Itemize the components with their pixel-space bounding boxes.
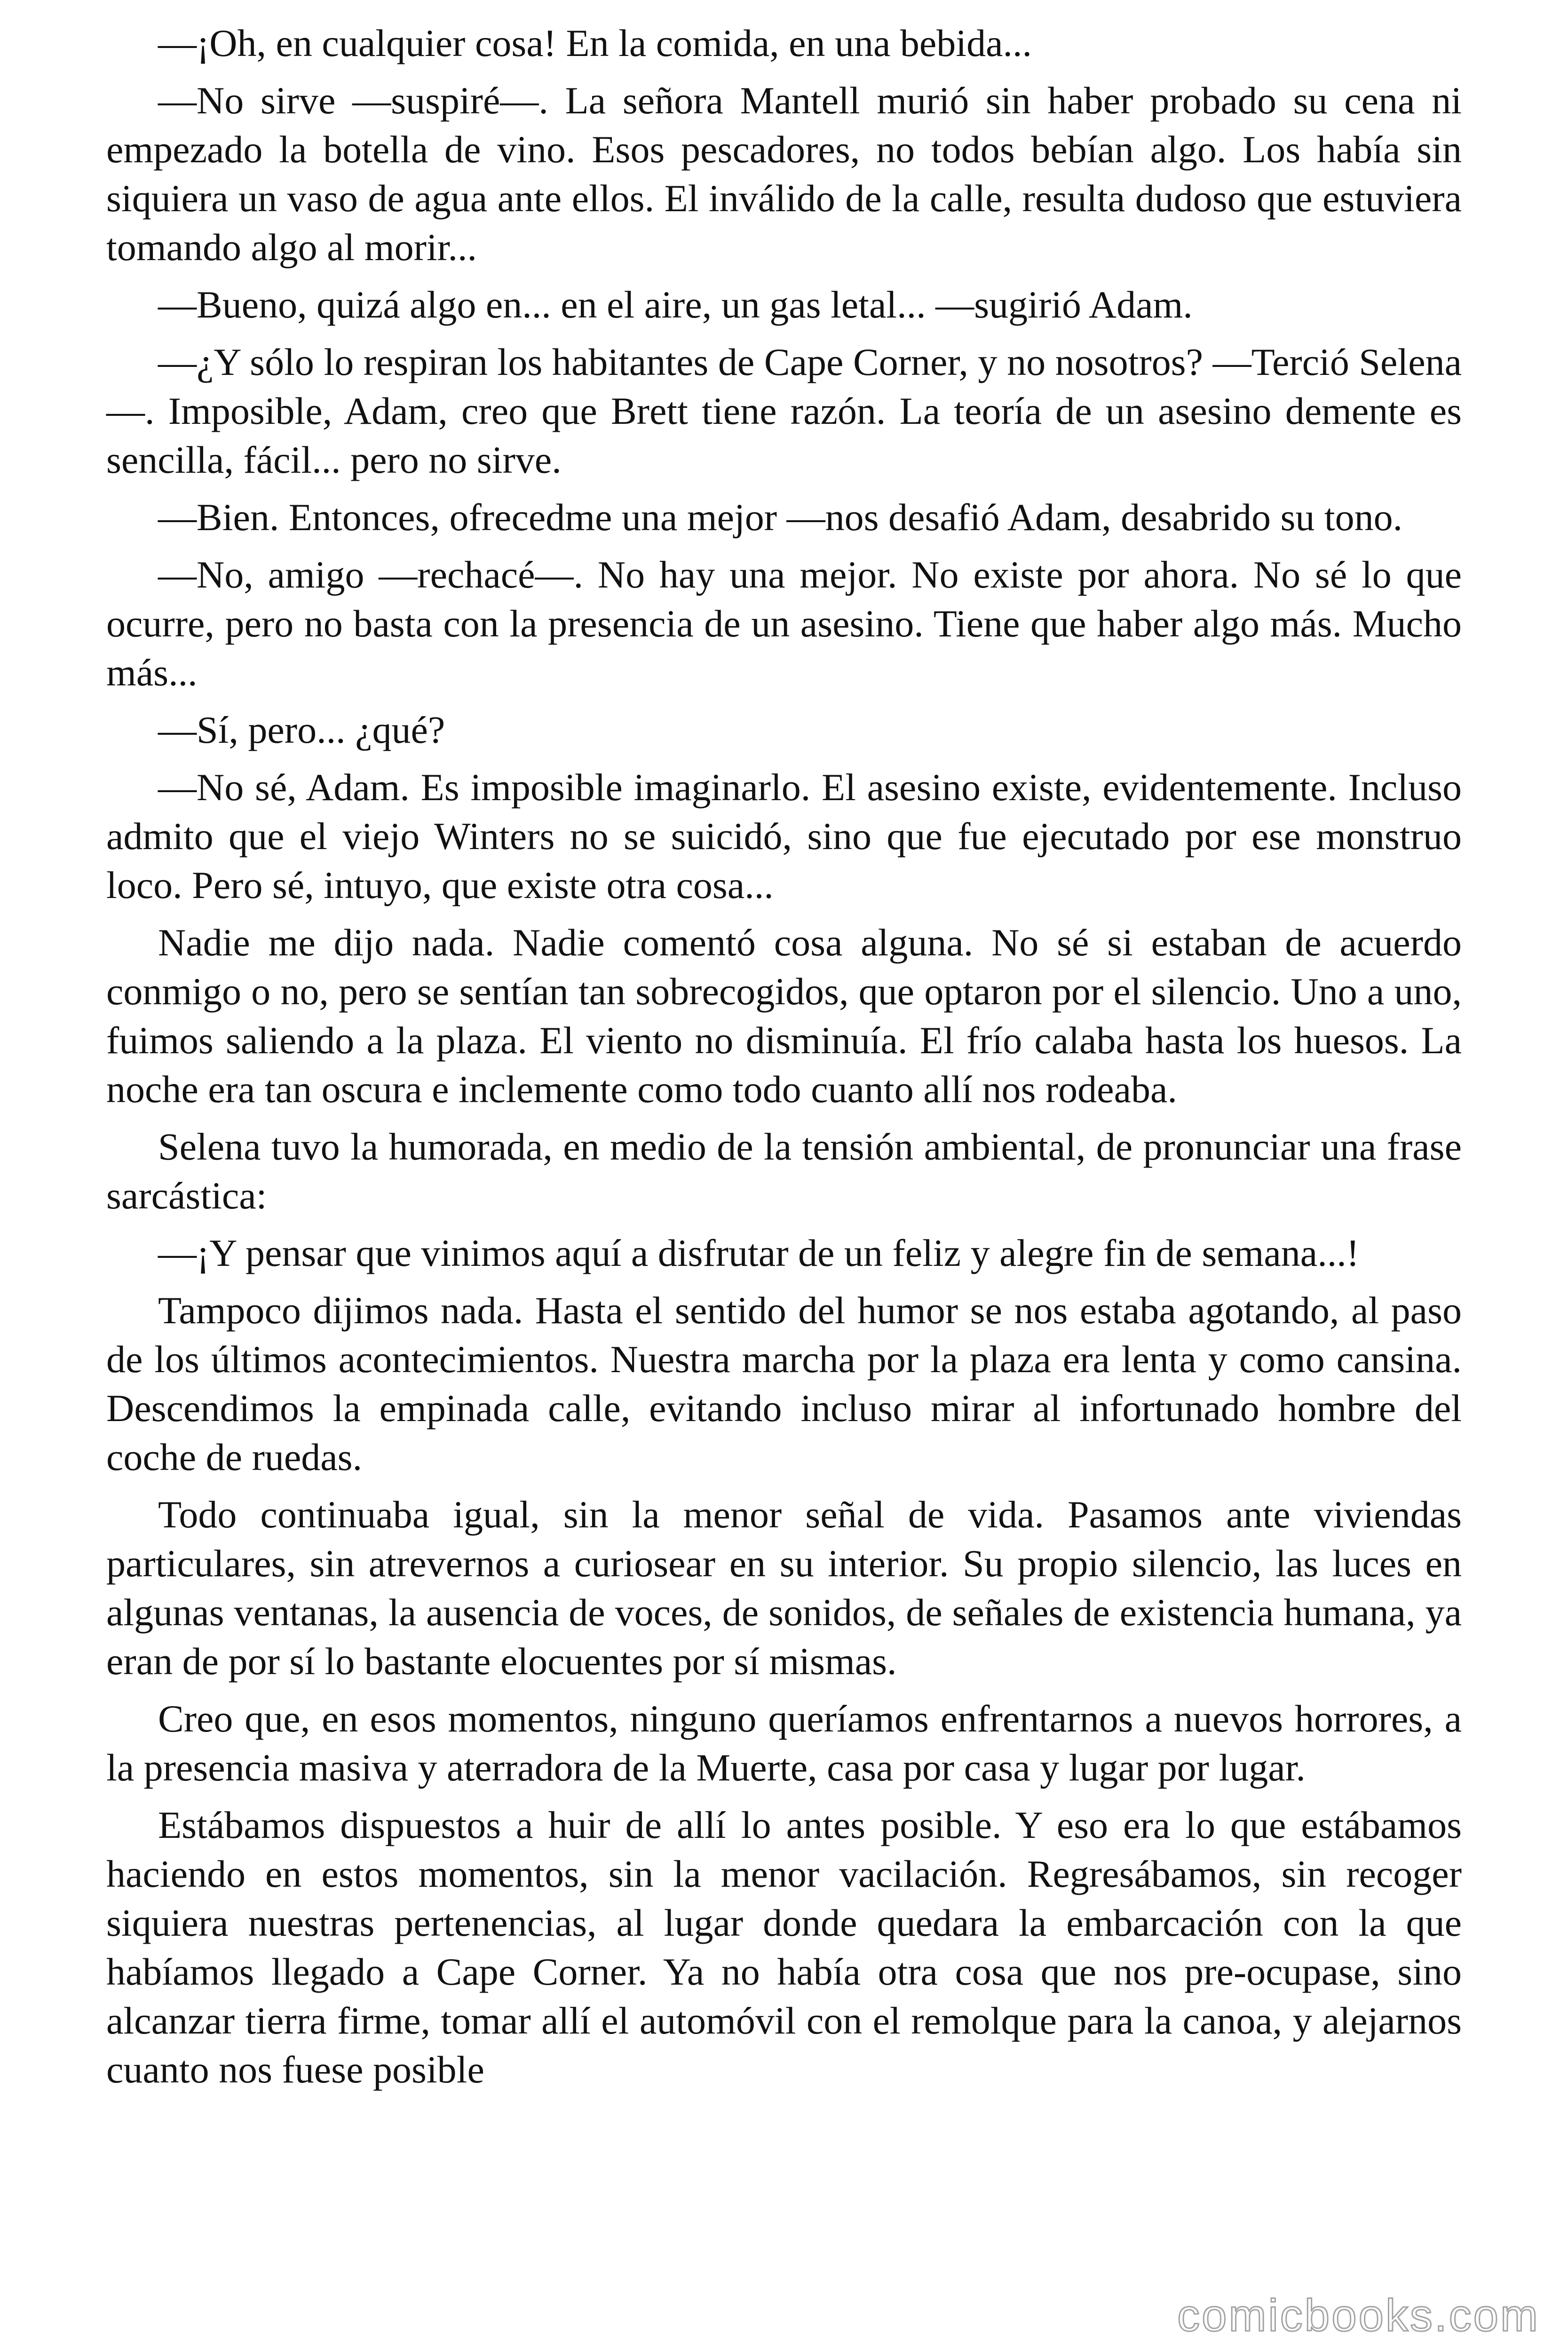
paragraph: —Bueno, quizá algo en... en el aire, un gas letal... —sugirió Adam. xyxy=(158,283,1193,326)
paragraph: —Sí, pero... ¿qué? xyxy=(158,708,445,751)
paragraph: —No, amigo —rechacé—. No hay una mejor. No existe por ahora. No sé lo que ocurre, pero no basta con la presencia de un asesino. Tiene que haber algo más. Mucho más... xyxy=(106,553,1462,694)
paragraph: —¡Y pensar que vinimos aquí a disfrutar de un feliz y alegre fin de semana...! xyxy=(158,1232,1360,1274)
paragraph: Creo que, en esos momentos, ninguno queríamos enfrentarnos a nuevos horrores, a la presencia masiva y aterradora de la Muerte, casa por casa y lugar por lugar. xyxy=(106,1697,1462,1789)
watermark-logo: comicbooks.com xyxy=(1177,2290,1540,2341)
paragraph: Selena tuvo la humorada, en medio de la tensión ambiental, de pronunciar una frase sarcástica: xyxy=(106,1125,1462,1217)
paragraph: Tampoco dijimos nada. Hasta el sentido del humor se nos estaba agotando, al paso de los últimos acontecimientos. Nuestra marcha por la plaza era lenta y como cansina. Descendimos la empinada calle, evitando incluso mirar al infortunado hombre del coche de ruedas. xyxy=(106,1289,1462,1478)
paragraph: —Bien. Entonces, ofrecedme una mejor —nos desafió Adam, desabrido su tono. xyxy=(158,496,1403,539)
paragraph: Nadie me dijo nada. Nadie comentó cosa alguna. No sé si estaban de acuerdo conmigo o no, pero se sentían tan sobrecogidos, que optaron por el silencio. Uno a uno, fuimos saliendo a la plaza. El viento no disminuía. El frío calaba hasta los huesos. La noche era tan oscura e inclemente como todo cuanto allí nos rodeaba. xyxy=(106,921,1462,1111)
paragraph: —No sé, Adam. Es imposible imaginarlo. El asesino existe, evidentemente. Incluso admito que el viejo Winters no se suicidó, sino que fue ejecutado por ese monstruo loco. Pero sé, intuyo, que existe otra cosa... xyxy=(106,766,1462,906)
document-page xyxy=(106,19,1462,2103)
paragraph: —¿Y sólo lo respiran los habitantes de Cape Corner, y no nosotros? —Terció Selena—. Imposible, Adam, creo que Brett tiene razón. La teoría de un asesino demente es sencilla, fácil... pero no sirve. xyxy=(106,341,1462,481)
paragraph: —No sirve —suspiré—. La señora Mantell murió sin haber probado su cena ni empezado la botella de vino. Esos pescadores, no todos bebían algo. Los había sin siquiera un vaso de agua ante ellos. El inválido de la calle, resulta dudoso que estuviera tomando algo al morir... xyxy=(106,79,1462,269)
paragraph: Estábamos dispuestos a huir de allí lo antes posible. Y eso era lo que estábamos haciendo en estos momentos, sin la menor vacilación. Regresábamos, sin recoger siquiera nuestras pertenencias, al lugar donde quedara la embarcación con la que habíamos llegado a Cape Corner. Ya no había otra cosa que nos pre-ocupase, sino alcanzar tierra firme, tomar allí el automóvil con el remolque para la canoa, y alejarnos cuanto nos fuese posible xyxy=(106,1804,1462,2091)
paragraph: —¡Oh, en cualquier cosa! En la comida, en una bebida... xyxy=(158,22,1032,64)
paragraph: Todo continuaba igual, sin la menor señal de vida. Pasamos ante viviendas particulares, sin atrevernos a curiosear en su interior. Su propio silencio, las luces en algunas ventanas, la ausencia de voces, de sonidos, de señales de existencia humana, ya eran de por sí lo bastante elocuentes por sí mismas. xyxy=(106,1493,1462,1683)
